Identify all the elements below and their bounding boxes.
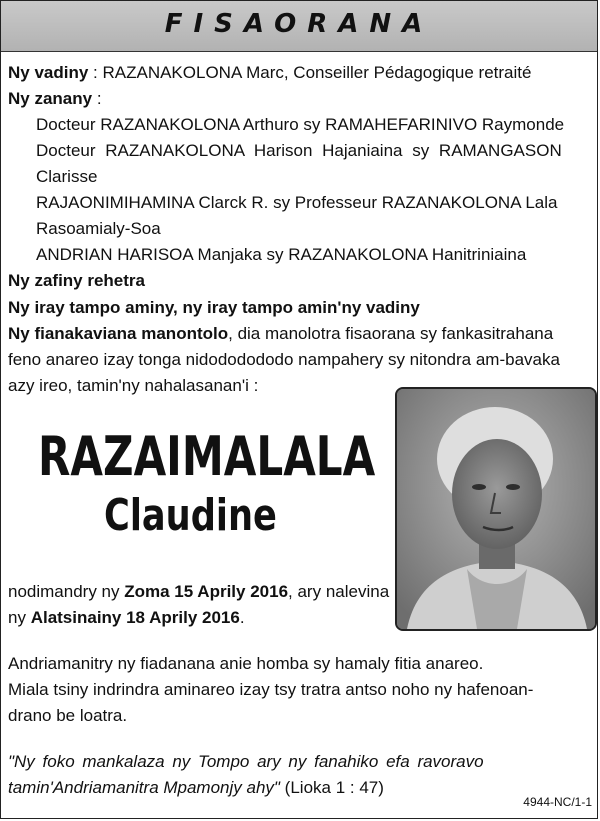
burial-line: ny Alatsinainy 18 Aprily 2016. [8, 608, 245, 627]
child-line-1: Docteur RAZANAKOLONA Arthuro sy RAMAHEFARINIVO Raymonde [36, 115, 565, 134]
closing-line-2: Miala tsiny indrindra aminareo izay tsy tratra antso noho ny hafenoan- [8, 680, 534, 699]
deceased-surname: RAZAIMALALA [38, 425, 376, 488]
children-heading: Ny zanany : [8, 89, 102, 108]
thanks-line-3: azy ireo, tamin'ny nahalasanan'i : [8, 376, 259, 395]
child-line-2-cont: Clarisse [36, 167, 98, 186]
deceased-given-name: Claudine [104, 490, 277, 541]
notice-title: FISAORANA [164, 9, 434, 39]
death-line: nodimandry ny Zoma 15 Aprily 2016, ary nalevina [8, 582, 390, 601]
family-thanks-line: Ny fianakaviana manontolo, dia manolotra fisaorana sy fankasitrahana [8, 324, 554, 343]
siblings-line: Ny iray tampo aminy, ny iray tampo amin'ny vadiny [8, 298, 420, 317]
header-bar [1, 1, 597, 52]
child-line-2: Docteur RAZANAKOLONA Harison Hajaniaina sy RAMANGASON [36, 141, 562, 160]
thanks-line-2: feno anareo izay tonga nidododododo nampahery sy nitondra am-bavaka [8, 350, 560, 369]
grandchildren-line: Ny zafiny rehetra [8, 271, 145, 290]
child-line-4: ANDRIAN HARISOA Manjaka sy RAZANAKOLONA Hanitriniaina [36, 245, 527, 264]
deceased-photo [395, 387, 597, 631]
bible-verse-line-2: tamin'Andriamanitra Mpamonjy ahy" (Lioka 1 : 47) [8, 778, 384, 797]
child-line-3-cont: Rasoamialy-Soa [36, 219, 161, 238]
reference-code: 4944-NC/1-1 [523, 795, 592, 809]
child-line-3: RAJAONIMIHAMINA Clarck R. sy Professeur RAZANAKOLONA Lala [36, 193, 558, 212]
bible-verse-line-1: "Ny foko mankalaza ny Tompo ary ny fanahiko efa ravoravo [8, 752, 484, 771]
closing-line-3: drano be loatra. [8, 706, 128, 725]
spouse-line: Ny vadiny : RAZANAKOLONA Marc, Conseiller Pédagogique retraité [8, 63, 532, 82]
portrait-image [397, 389, 595, 629]
closing-line-1: Andriamanitry ny fiadanana anie homba sy hamaly fitia anareo. [8, 654, 484, 673]
